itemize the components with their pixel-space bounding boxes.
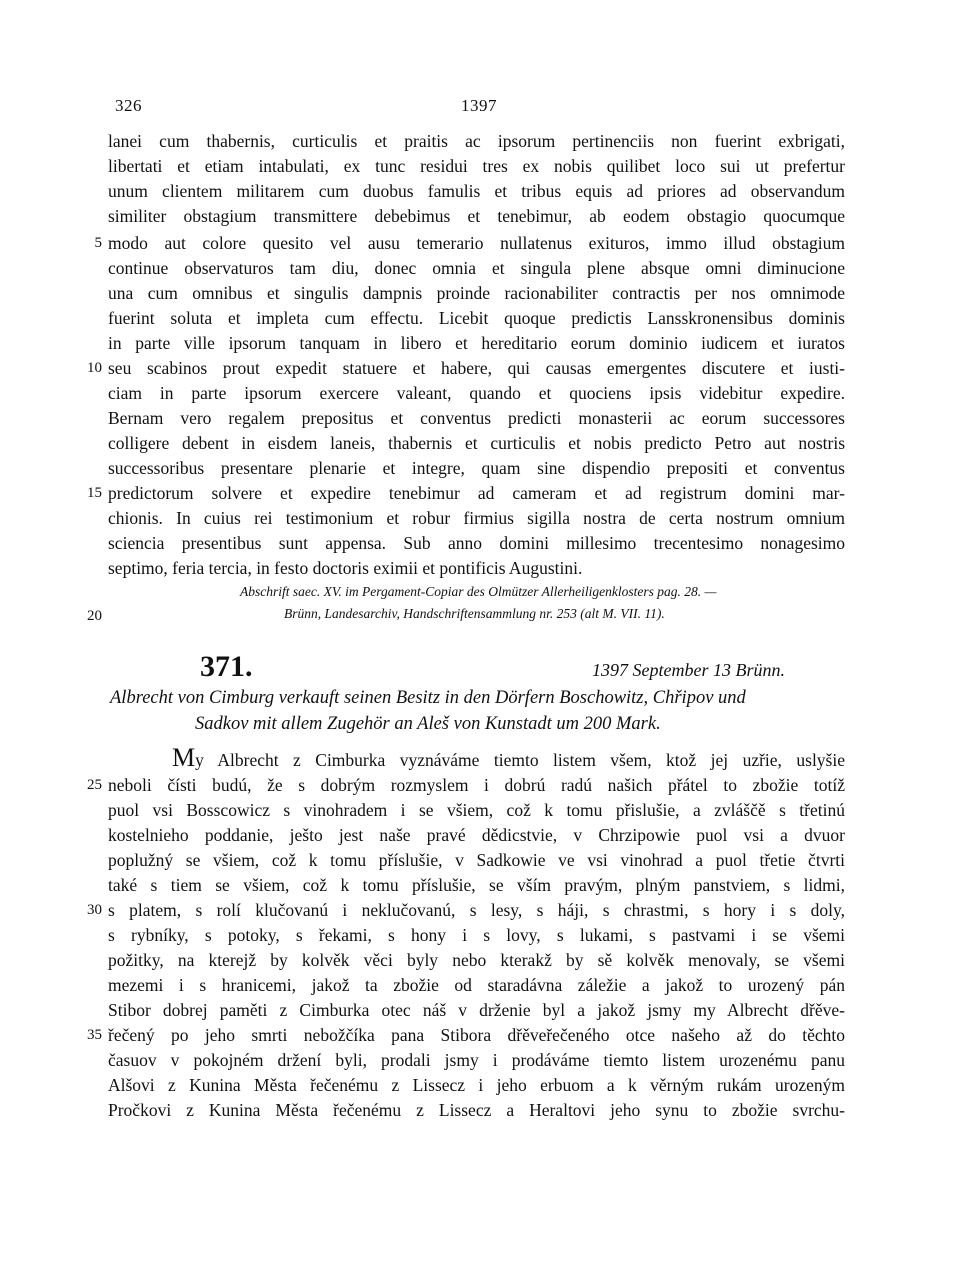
initial-letter: M xyxy=(172,743,196,772)
text-line-first xyxy=(172,743,845,772)
page-number: 326 xyxy=(115,96,142,115)
text-line: libertati et etiam intabulati, ex tunc residui tres ex nobis quilibet loco sui ut prefertur xyxy=(108,156,845,176)
text-line: puol vsi Bosscowicz s vinohradem i se všiem, což k tomu přislušie, a zvláščě s třetinú xyxy=(108,800,845,820)
text-line: colligere debent in eisdem laneis, thabernis et curticulis et nobis predicto Petro aut nostris xyxy=(108,433,845,453)
line-number: 35 xyxy=(87,1027,102,1043)
text-line: mezemi i s hranicemi, jakož ta zbožie od staradávna záležie a jakož to urozený pán xyxy=(108,975,845,995)
text-line: Bernam vero regalem prepositus et conventus predicti monasterii ac eorum successores xyxy=(108,408,845,428)
text-line: continue observaturos tam diu, donec omnia et singula plene absque omni diminucione xyxy=(108,258,845,278)
line-number: 20 xyxy=(87,608,102,624)
line-number: 5 xyxy=(94,235,102,251)
text-line: požitky, na kterejž by kolvěk věci byly nebo kterakž by sě kolvěk menovaly, se všemi xyxy=(108,950,845,970)
source-note-line: Abschrift saec. XV. im Pergament-Copiar des Olmützer Allerheiligenklosters pag. 28. — xyxy=(240,584,717,599)
first-line-text: y Albrecht z Cimburka vyznáváme tiemto listem všem, ktož jej uzřie, uslyšie xyxy=(195,750,845,770)
line-number: 30 xyxy=(87,902,102,918)
line-number: 10 xyxy=(87,360,102,376)
text-line: s rybníky, s potoky, s řekami, s hony i s lovy, s lukami, s pastvami i se všemi xyxy=(108,925,845,945)
document-number: 371. xyxy=(200,650,253,683)
regest-line: Sadkov mit allem Zugehör an Aleš von Kunstadt um 200 Mark. xyxy=(195,714,661,734)
text-line: similiter obstagium transmittere debebimus et tenebimur, ab eodem obstagio quocumque xyxy=(108,206,845,226)
text-line: lanei cum thabernis, curticulis et praitis ac ipsorum pertinenciis non fuerint exbrigati, xyxy=(108,131,845,151)
text-line: in parte ville ipsorum tanquam in libero et hereditario eorum dominio iudicem et iuratos xyxy=(108,333,845,353)
text-line: Pročkovi z Kunina Města řečenému z Lissecz a Heraltovi jeho synu to zbožie svrchu- xyxy=(108,1100,845,1120)
header-year: 1397 xyxy=(461,96,497,115)
text-line: septimo, feria tercia, in festo doctoris eximii et pontificis Augustini. xyxy=(108,558,583,578)
line-number: 25 xyxy=(87,777,102,793)
text-line: unum clientem militarem cum duobus famulis et tribus equis ad priores ad observandum xyxy=(108,181,845,201)
text-line: Stibor dobrej paměti z Cimburka otec náš v drženie byl a jakož jsmy my Albrecht dřěve- xyxy=(108,1000,845,1020)
text-line: s platem, s rolí klučovanú i neklučovanú, s lesy, s háji, s chrastmi, s hory i s doly, xyxy=(108,900,845,920)
text-line: neboli čísti budú, že s dobrým rozmyslem i dobrú radú našich přátel to zbožie totíž xyxy=(108,775,845,795)
text-line: kostelnieho poddanie, ješto jest naše pravé dědicstvie, v Chrzipowie puol vsi a dvuor xyxy=(108,825,845,845)
text-line: fuerint soluta et impleta cum effectu. Licebit quoque predictis Lansskronensibus dominis xyxy=(108,308,845,328)
regest-line: Albrecht von Cimburg verkauft seinen Besitz in den Dörfern Boschowitz, Chřipov und xyxy=(110,688,746,708)
text-line: sciencia presentibus sunt appensa. Sub anno domini millesimo trecentesimo nonagesimo xyxy=(108,533,845,553)
text-line: ciam in parte ipsorum exercere valeant, quando et quociens ipsis videbitur expedire. xyxy=(108,383,845,403)
text-line: una cum omnibus et singulis dampnis proinde racionabiliter contractis per nos omnimode xyxy=(108,283,845,303)
text-line: poplužný se všiem, což k tomu příslušie, v Sadkowie ve vsi vinohrad a puol třetie čtvrti xyxy=(108,850,845,870)
text-line: Alšovi z Kunina Města řečenému z Lissecz i jeho erbuom a k věrným rukám urozeným xyxy=(108,1075,845,1095)
text-line: modo aut colore quesito vel ausu temerario nullatenus exituros, immo illud obstagium xyxy=(108,233,845,253)
text-line: řečený po jeho smrti nebožčíka pana Stibora dřěveřečeného otce našeho až do těchto xyxy=(108,1025,845,1045)
source-note-line: Brünn, Landesarchiv, Handschriftensammlung nr. 253 (alt M. VII. 11). xyxy=(284,606,665,621)
text-line: successoribus presentare plenarie et integre, quam sine dispendio prepositi et conventus xyxy=(108,458,845,478)
text-line: chionis. In cuius rei testimonium et robur firmius sigilla nostra de certa nostrum omnium xyxy=(108,508,845,528)
text-line: seu scabinos prout expedit statuere et habere, qui causas emergentes discutere et iusti- xyxy=(108,358,845,378)
text-line: predictorum solvere et expedire tenebimur ad cameram et ad registrum domini mar- xyxy=(108,483,845,503)
text-line: časuov v pokojném držení byli, prodali jsmy i prodáváme tiemto listem urozenému panu xyxy=(108,1050,845,1070)
text-line: také s tiem se všiem, což k tomu příslušie, se vším pravým, plným panstviem, s lidmi, xyxy=(108,875,845,895)
document-date: 1397 September 13 Brünn. xyxy=(592,660,785,680)
line-number: 15 xyxy=(87,485,102,501)
